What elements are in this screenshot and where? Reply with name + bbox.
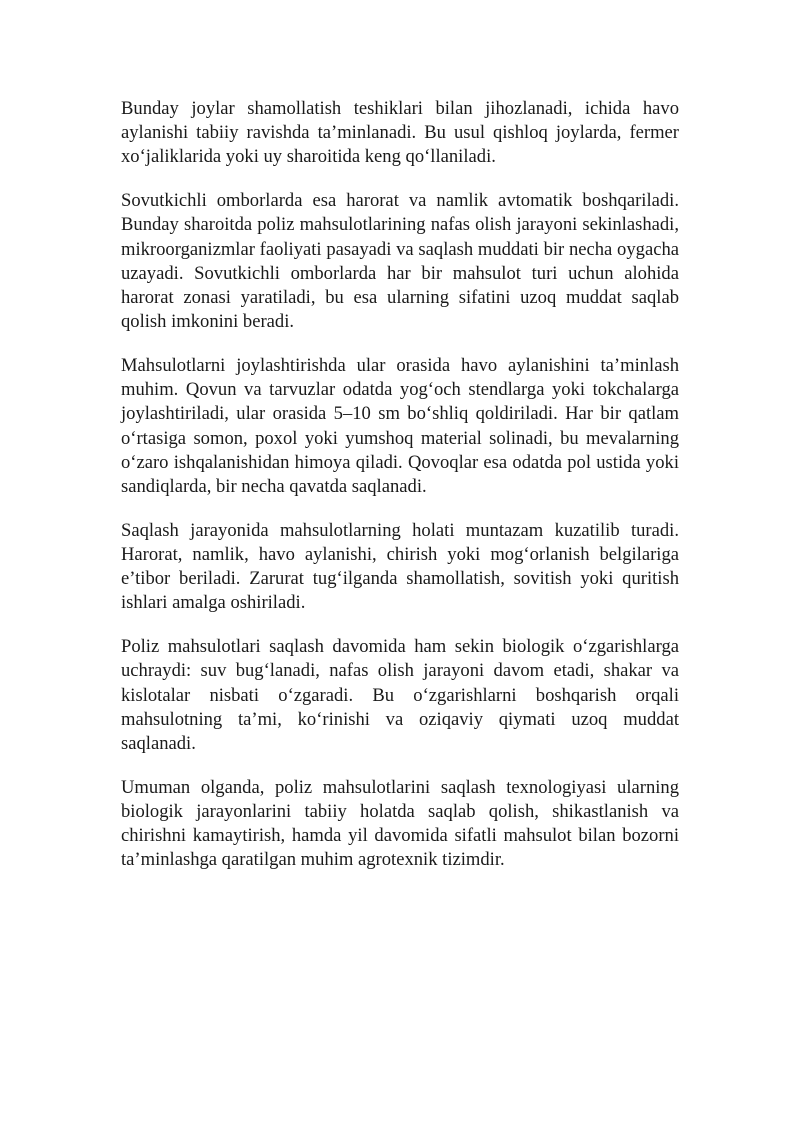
document-body — [121, 97, 679, 892]
paragraph-3: Mahsulotlarni joylashtirishda ular orasida havo aylanishini ta’minlash muhim. Qovun va tarvuzlar odatda yog‘och stendlarga yoki tokchalarga joylashtiriladi, ular orasida 5–10 sm bo‘shliq qoldiriladi. Har bir qatlam o‘rtasiga somon, poxol yoki yumshoq material solinadi, bu mevalarning o‘zaro ishqalanishidan himoya qiladi. Qovoqlar esa odatda pol ustida yoki sandiqlarda, bir necha qavatda saqlanadi. — [121, 355, 679, 498]
paragraph-1: Bunday joylar shamollatish teshiklari bilan jihozlanadi, ichida havo aylanishi tabiiy ravishda ta’minlanadi. Bu usul qishloq joylarda, fermer xo‘jaliklarida yoki uy sharoitida keng qo‘llaniladi. — [121, 98, 679, 168]
paragraph-4: Saqlash jarayonida mahsulotlarning holati muntazam kuzatilib turadi. Harorat, namlik, havo aylanishi, chirish yoki mog‘orlanish belgilariga e’tibor beriladi. Zarurat tug‘ilganda shamollatish, sovitish yoki quritish ishlari amalga oshiriladi. — [121, 519, 679, 614]
paragraph-2: Sovutkichli omborlarda esa harorat va namlik avtomatik boshqariladi. Bunday sharoitda poliz mahsulotlarining nafas olish jarayoni sekinlashadi, mikroorganizmlar faoliyati pasayadi va saqlash muddati bir necha oygacha uzayadi. Sovutkichli omborlarda har bir mahsulot turi uchun alohida harorat zonasi yaratiladi, bu esa ularning sifatini uzoq muddat saqlab qolish imkonini beradi. — [121, 190, 679, 333]
paragraph-5: Poliz mahsulotlari saqlash davomida ham sekin biologik o‘zgarishlarga uchraydi: suv bug‘lanadi, nafas olish jarayoni davom etadi, shakar va kislotalar nisbati o‘zgaradi. Bu o‘zgarishlarni boshqarish orqali mahsulotning ta’mi, ko‘rinishi va oziqaviy qiymati uzoq muddat saqlanadi. — [121, 636, 679, 755]
paragraph-6: Umuman olganda, poliz mahsulotlarini saqlash texnologiyasi ularning biologik jarayonlarini tabiiy holatda saqlab qolish, shikastlanish va chirishni kamaytirish, hamda yil davomida sifatli mahsulot bilan bozorni ta’minlashga qaratilgan muhim agrotexnik tizimdir. — [121, 776, 679, 871]
